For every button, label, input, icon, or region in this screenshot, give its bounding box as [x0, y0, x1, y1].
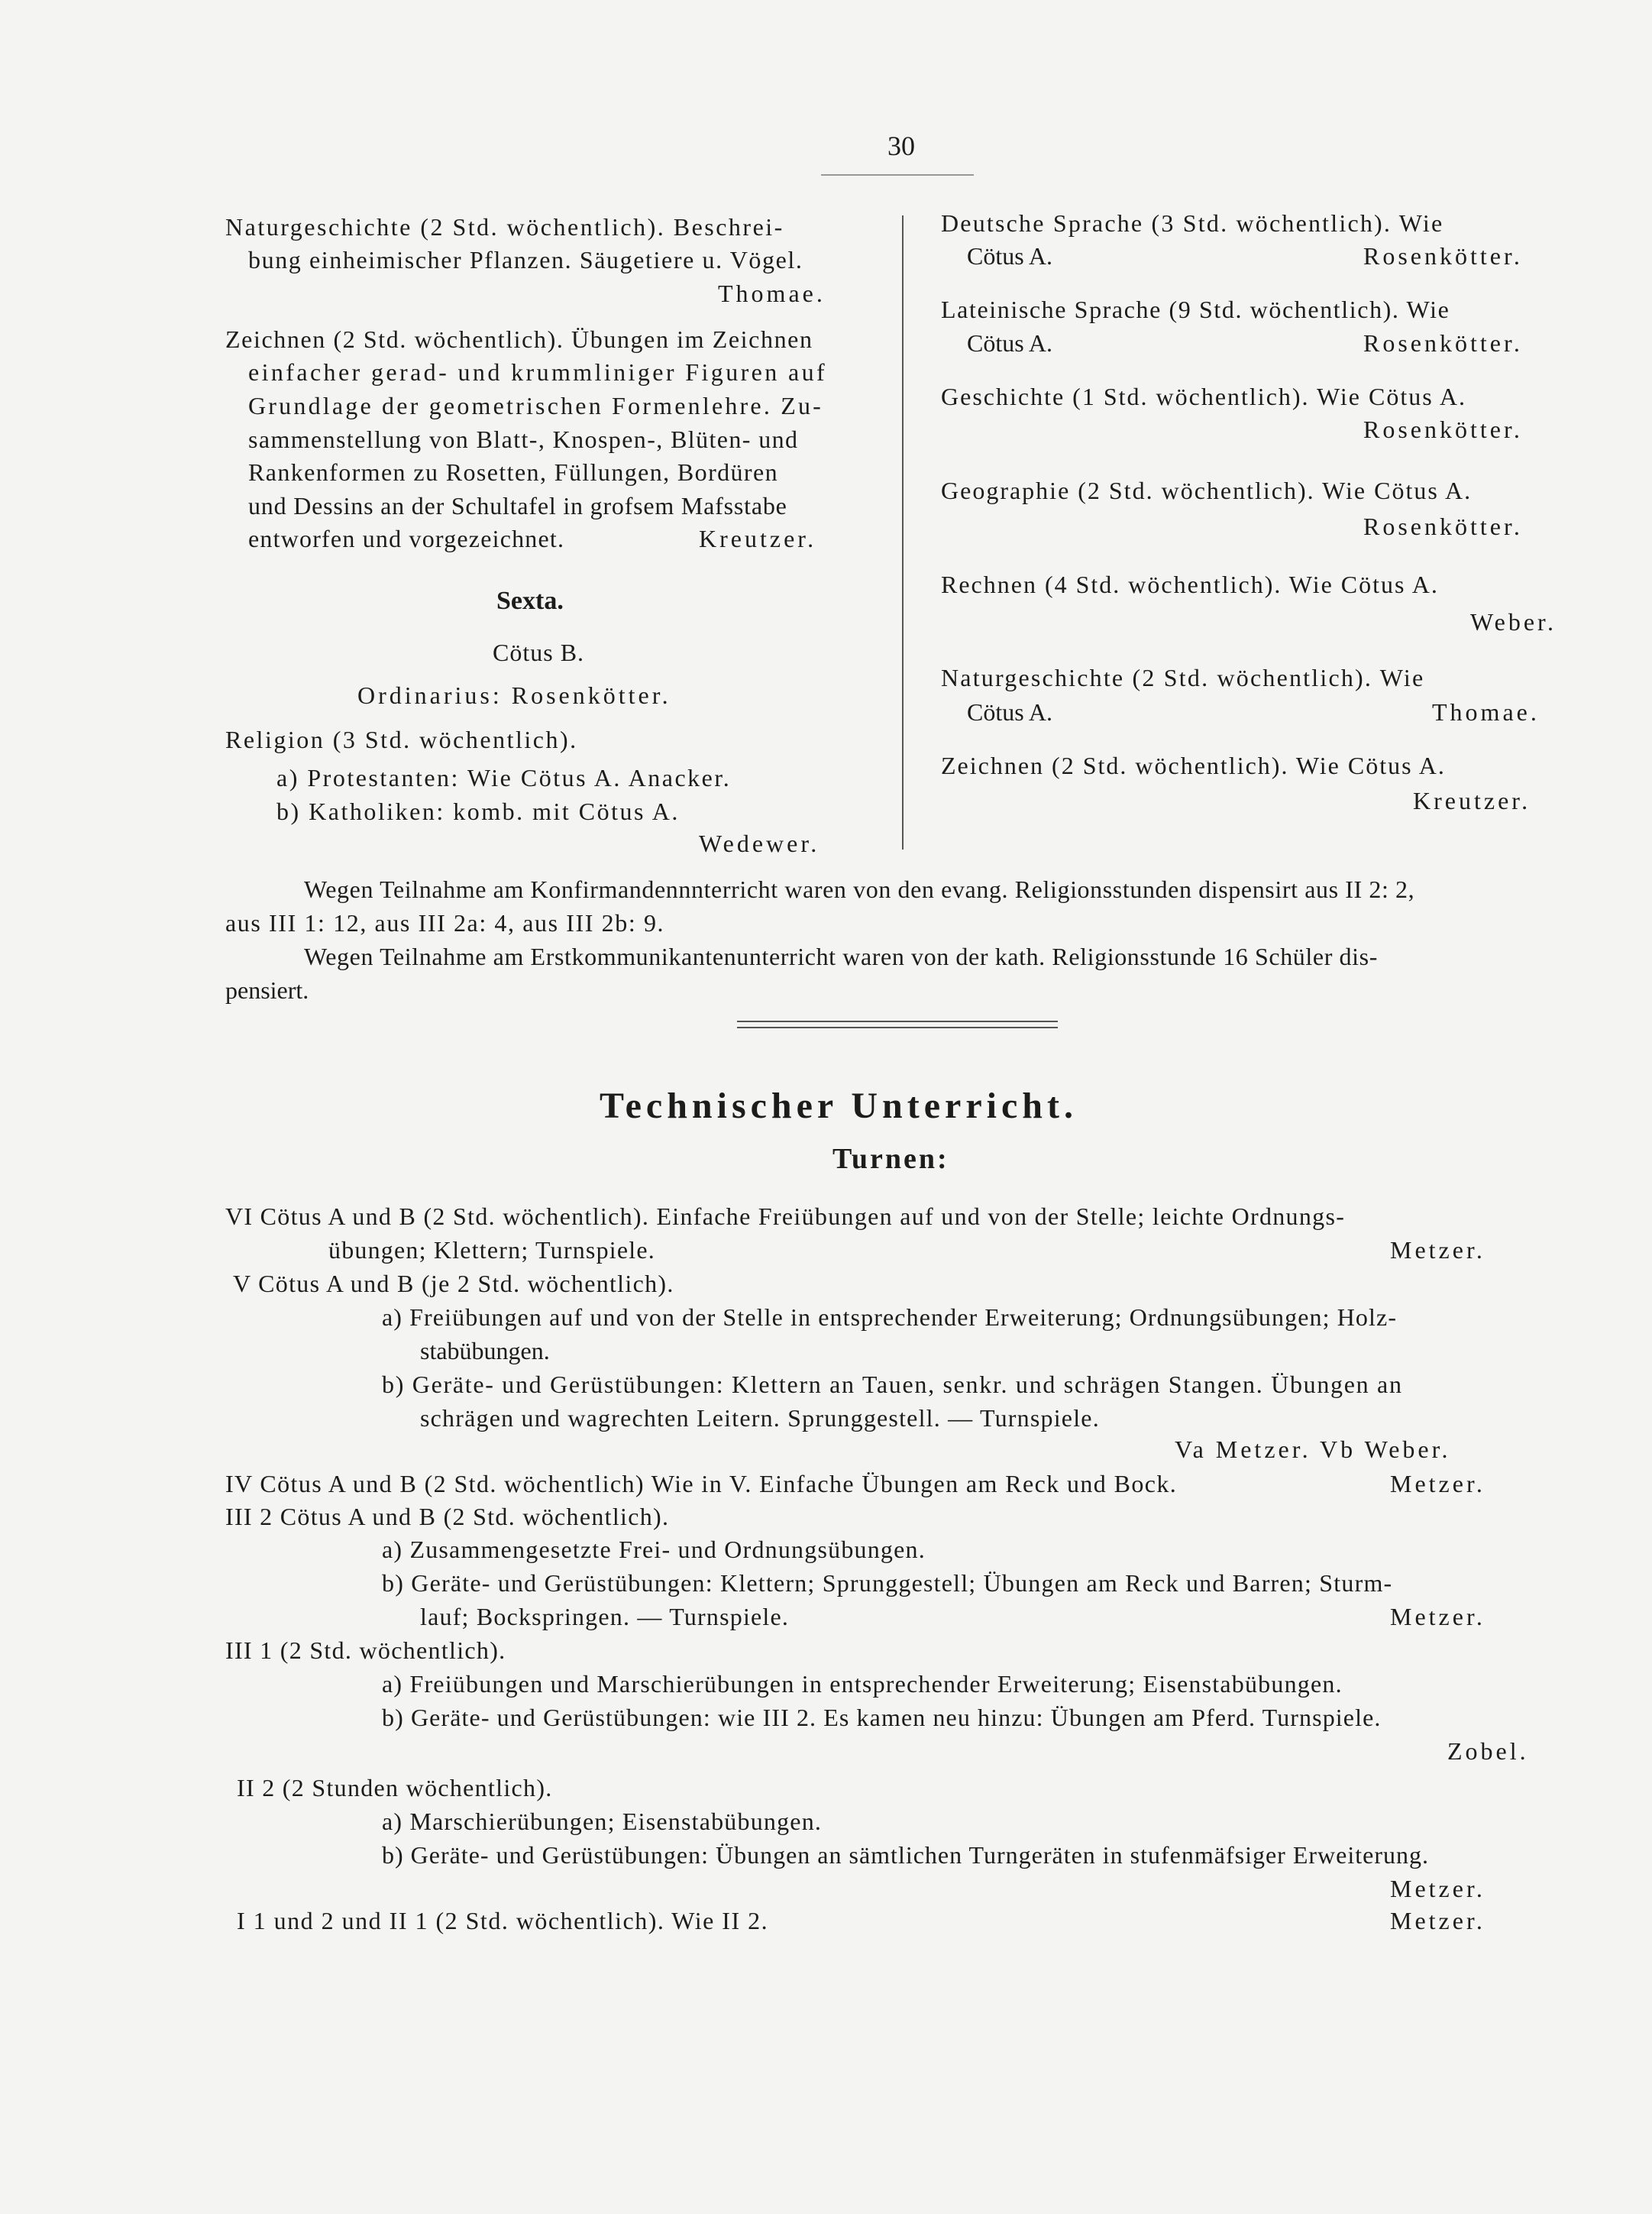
entry-line: a) Freiübungen auf und von der Stelle in entsprechender Erweiterung; Ordnungsübungen; Holz- [382, 1303, 1398, 1331]
entry-line: b) Geräte- und Gerüstübungen: Übungen an sämtlichen Turngeräten in stufenmäfsiger Erweiterung. [382, 1841, 1429, 1869]
page-number-rule [821, 174, 974, 176]
teacher-name: Rosenkötter. [1363, 513, 1523, 540]
entry-line: lauf; Bockspringen. — Turnspiele. [420, 1603, 790, 1630]
teacher-name: Thomae. [1432, 698, 1540, 726]
entry-line: Grundlage der geometrischen Formenlehre. Zu- [248, 392, 824, 419]
entry-line: b) Geräte- und Gerüstübungen: Klettern; Sprunggestell; Übungen am Reck und Barren; Sturm- [382, 1569, 1393, 1597]
teacher-name: Rosenkötter. [1363, 416, 1523, 443]
entry-line: b) Geräte- und Gerüstübungen: Klettern an Tauen, senkr. und schrägen Stangen. Übungen an [382, 1371, 1403, 1398]
teacher-name: Kreutzer. [1413, 787, 1531, 814]
separator-rule [737, 1021, 1058, 1022]
entry-line: Cötus A. [967, 329, 1053, 357]
entry-line: b) Katholiken: komb. mit Cötus A. [276, 798, 680, 825]
entry-line: IV Cötus A und B (2 Std. wöchentlich) Wie in V. Einfache Übungen am Reck und Bock. [225, 1470, 1178, 1497]
teacher-name: Va Metzer. Vb Weber. [1175, 1436, 1451, 1463]
teacher-name: Kreutzer. [699, 525, 817, 552]
teacher-name: Metzer. [1390, 1875, 1486, 1902]
entry-line: II 2 (2 Stunden wöchentlich). [237, 1774, 553, 1801]
entry-line: Zeichnen (2 Std. wöchentlich). Übungen im Zeichnen [225, 325, 813, 353]
teacher-name: Zobel. [1447, 1737, 1529, 1765]
entry-line: Geographie (2 Std. wöchentlich). Wie Cötus A. [941, 477, 1473, 504]
entry-line: stabübungen. [420, 1337, 550, 1364]
entry-line: VI Cötus A und B (2 Std. wöchentlich). Einfache Freiübungen auf und von der Stelle; leichte Ordnungs- [225, 1202, 1346, 1230]
entry-line: III 1 (2 Std. wöchentlich). [225, 1636, 506, 1664]
note-line: Wegen Teilnahme am Erstkommunikantenunterricht waren von der kath. Religionsstunde 16 Schüler dis- [304, 943, 1378, 970]
teacher-name: Rosenkötter. [1363, 242, 1523, 270]
teacher-name: Metzer. [1390, 1236, 1486, 1264]
teacher-name: Rosenkötter. [1363, 329, 1523, 357]
page-number: 30 [887, 131, 915, 161]
entry-line: Religion (3 Std. wöchentlich). [225, 726, 578, 753]
section-title: Technischer Unterricht. [600, 1086, 1078, 1126]
entry-line: Geschichte (1 Std. wöchentlich). Wie Cötus A. [941, 383, 1467, 410]
entry-line: entworfen und vorgezeichnet. [248, 525, 565, 552]
entry-line: III 2 Cötus A und B (2 Std. wöchentlich). [225, 1503, 670, 1530]
ordinarius-line: Ordinarius: Rosenkötter. [357, 681, 671, 709]
entry-line: Naturgeschichte (2 Std. wöchentlich). Beschrei- [225, 213, 784, 241]
entry-line: a) Marschierübungen; Eisenstabübungen. [382, 1808, 823, 1835]
entry-line: Rankenformen zu Rosetten, Füllungen, Bordüren [248, 458, 778, 486]
entry-line: bung einheimischer Pflanzen. Säugetiere u. Vögel. [248, 246, 803, 274]
entry-line: a) Zusammengesetzte Frei- und Ordnungsübungen. [382, 1536, 926, 1563]
teacher-name: Weber. [1470, 608, 1557, 636]
entry-line: Cötus A. [967, 698, 1053, 726]
note-line: aus III 1: 12, aus III 2a: 4, aus III 2b: 9. [225, 909, 665, 937]
teacher-name: Metzer. [1390, 1603, 1486, 1630]
teacher-name: Metzer. [1390, 1470, 1486, 1497]
entry-line: V Cötus A und B (je 2 Std. wöchentlich). [233, 1270, 674, 1297]
entry-line: Deutsche Sprache (3 Std. wöchentlich). Wie [941, 209, 1444, 237]
teacher-name: Thomae. [718, 280, 826, 307]
entry-line: Lateinische Sprache (9 Std. wöchentlich). Wie [941, 296, 1450, 323]
entry-line: sammenstellung von Blatt-, Knospen-, Blüten- und [248, 426, 799, 453]
entry-line: Rechnen (4 Std. wöchentlich). Wie Cötus A. [941, 571, 1439, 598]
turnen-heading: Turnen: [832, 1143, 949, 1175]
entry-line: a) Protestanten: Wie Cötus A. Anacker. [276, 764, 732, 791]
entry-line: b) Geräte- und Gerüstübungen: wie III 2. Es kamen neu hinzu: Übungen am Pferd. Turnspiele. [382, 1704, 1382, 1731]
separator-rule [737, 1027, 1058, 1028]
entry-line: einfacher gerad- und krummliniger Figuren auf [248, 358, 828, 386]
entry-line: Cötus A. [967, 242, 1053, 270]
entry-line: schrägen und wagrechten Leitern. Sprunggestell. — Turnspiele. [420, 1404, 1100, 1432]
teacher-name: Metzer. [1390, 1907, 1486, 1934]
sexta-heading: Sexta. [496, 587, 564, 615]
teacher-name: Wedewer. [699, 830, 820, 857]
coetus-label: Cötus B. [493, 639, 585, 666]
entry-line: Zeichnen (2 Std. wöchentlich). Wie Cötus A. [941, 752, 1446, 779]
entry-line: a) Freiübungen und Marschierübungen in entsprechender Erweiterung; Eisenstabübungen. [382, 1670, 1343, 1698]
entry-line: Naturgeschichte (2 Std. wöchentlich). Wie [941, 664, 1425, 691]
column-divider [902, 215, 904, 850]
entry-line: übungen; Klettern; Turnspiele. [328, 1236, 655, 1264]
note-line: pensiert. [225, 976, 309, 1004]
entry-line: und Dessins an der Schultafel in grofsem Mafsstabe [248, 492, 787, 520]
entry-line: I 1 und 2 und II 1 (2 Std. wöchentlich). Wie II 2. [237, 1907, 769, 1934]
note-line: Wegen Teilnahme am Konfirmandennnterricht waren von den evang. Religionsstunden dispensirt aus II 2: 2, [304, 876, 1415, 903]
